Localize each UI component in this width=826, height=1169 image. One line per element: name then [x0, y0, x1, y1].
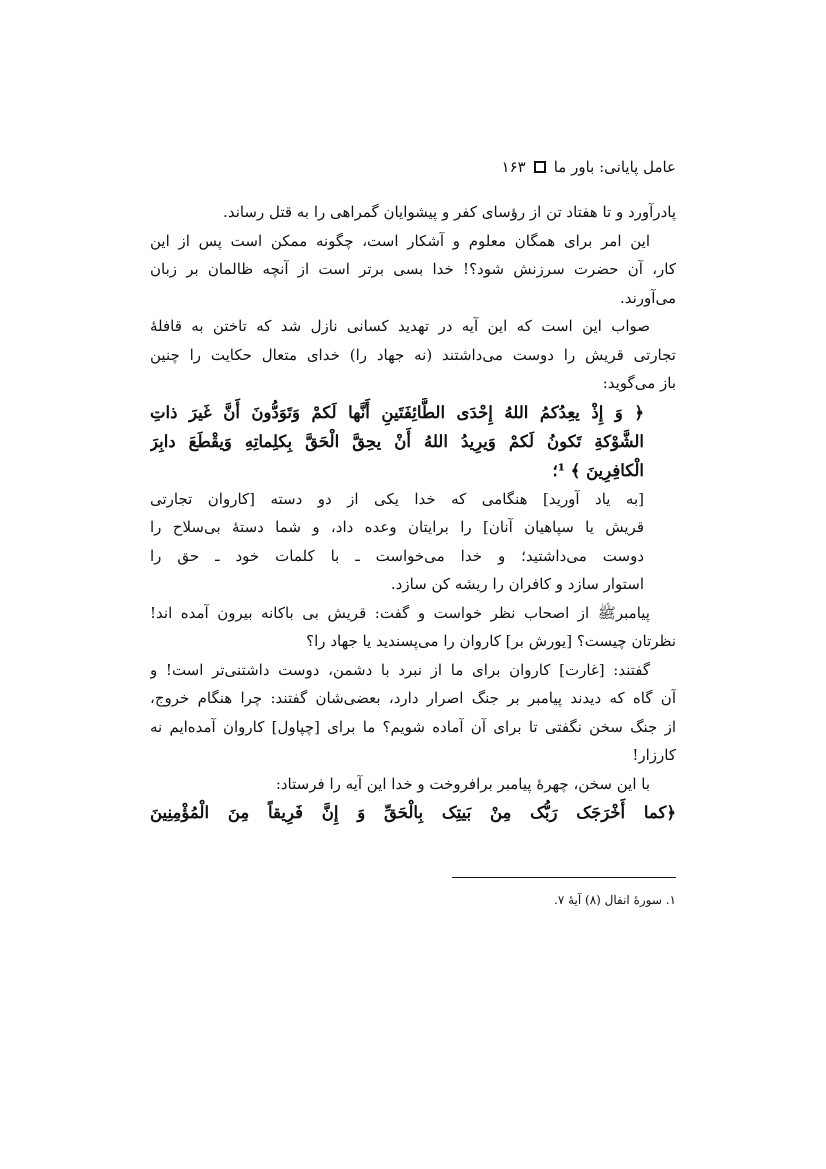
body-line: با این سخن، چهرهٔ پیامبر برافروخت و خدا این آیه را فرستاد: [275, 774, 650, 793]
quran-verse-line: الشَّوْکةِ تَکونُ لَکمْ وَیرِیدُ اللهُ أَنْ یحِقَّ الْحَقَّ بِکلِماتِهِ وَیقْطَعَ دابِرَ [150, 431, 644, 451]
body-line: دوست می‌داشتید؛ و خدا می‌خواست ـ با کلمات خود ـ حق را [150, 546, 644, 565]
body-line: [به یاد آورید] هنگامی که خدا یکی از دو دسته [کاروان تجارتی [150, 489, 644, 508]
quran-verse-line: الْکافِرِینَ ﴾ ¹؛ [552, 460, 644, 480]
square-ornament-icon [534, 161, 546, 173]
body-line: کارزار! [632, 746, 676, 764]
page-header [150, 152, 676, 182]
body-line: پیامبرﷺ از اصحاب نظر خواست و گفت: قریش بی باکانه بیرون آمده اند! [150, 603, 650, 622]
body-line: صواب این است که این آیه در تهدید کسانی نازل شد که تاختن به قافلهٔ [150, 317, 650, 335]
body-line: قریش یا سپاهیان آنان] را برایتان وعده داد، و شما دستهٔ بی‌سلاح را [150, 518, 644, 536]
body-line: باز می‌گوید: [602, 374, 676, 392]
body-line: این امر برای همگان معلوم و آشکار است، چگونه ممکن است پس از این [150, 231, 650, 250]
quran-verse-line: ﴿کما أَخْرَجَک رَبُّک مِنْ بَیتِک بِالْحَقِّ وَ إِنَّ فَرِیقاً مِنَ الْمُؤْمِنِینَ [150, 803, 676, 822]
body-line: تجارتی قریش را دوست می‌داشتند (نه جهاد را) خدای متعال حکایت را چنین [150, 345, 676, 364]
running-title: عامل پایانی: باور ما [553, 158, 676, 176]
body-line: از جنگ سخن نگفتی تا برای آن آماده شویم؟ ما برای [چپاول] کاروان آمده‌ایم نه [150, 717, 676, 736]
body-text [150, 198, 676, 827]
quran-verse-line: ﴿ وَ إِذْ یعِدُکمُ اللهُ إِحْدَی الطَّائِفَتَینِ أَنَّها لَکمْ وَتَوَدُّونَ أَنَّ غَیرَ ذاتِ [150, 402, 644, 422]
body-line: پادرآورد و تا هفتاد تن از رؤسای کفر و پیشوایان گمراهی را به قتل رساند. [223, 203, 676, 221]
body-line: آن گاه که دیدند پیامبر بر جنگ اصرار دارد، بعضی‌شان گفتند: چرا هنگام خروج، [150, 689, 676, 707]
body-line: کار، آن حضرت سرزنش شود؟! خدا بسی برتر است از آنچه ظالمان بر زبان [150, 260, 676, 278]
page-number: ۱۶۳ [501, 158, 526, 176]
footnote-text: ۱. سورهٔ انفال (۸) آیهٔ ۷. [553, 893, 676, 907]
body-line: نظرتان چیست؟ [یورش بر] کاروان را می‌پسندید یا جهاد را؟ [306, 632, 676, 650]
footnote-divider [452, 877, 676, 878]
footnote [150, 890, 676, 910]
body-line: می‌آورند. [619, 288, 676, 307]
body-line: استوار سازد و کافران را ریشه کن سازد. [390, 575, 644, 593]
body-line: گفتند: [غارت] کاروان برای ما از نبرد با دشمن، دوست داشتنی‌تر است! و [150, 660, 650, 679]
